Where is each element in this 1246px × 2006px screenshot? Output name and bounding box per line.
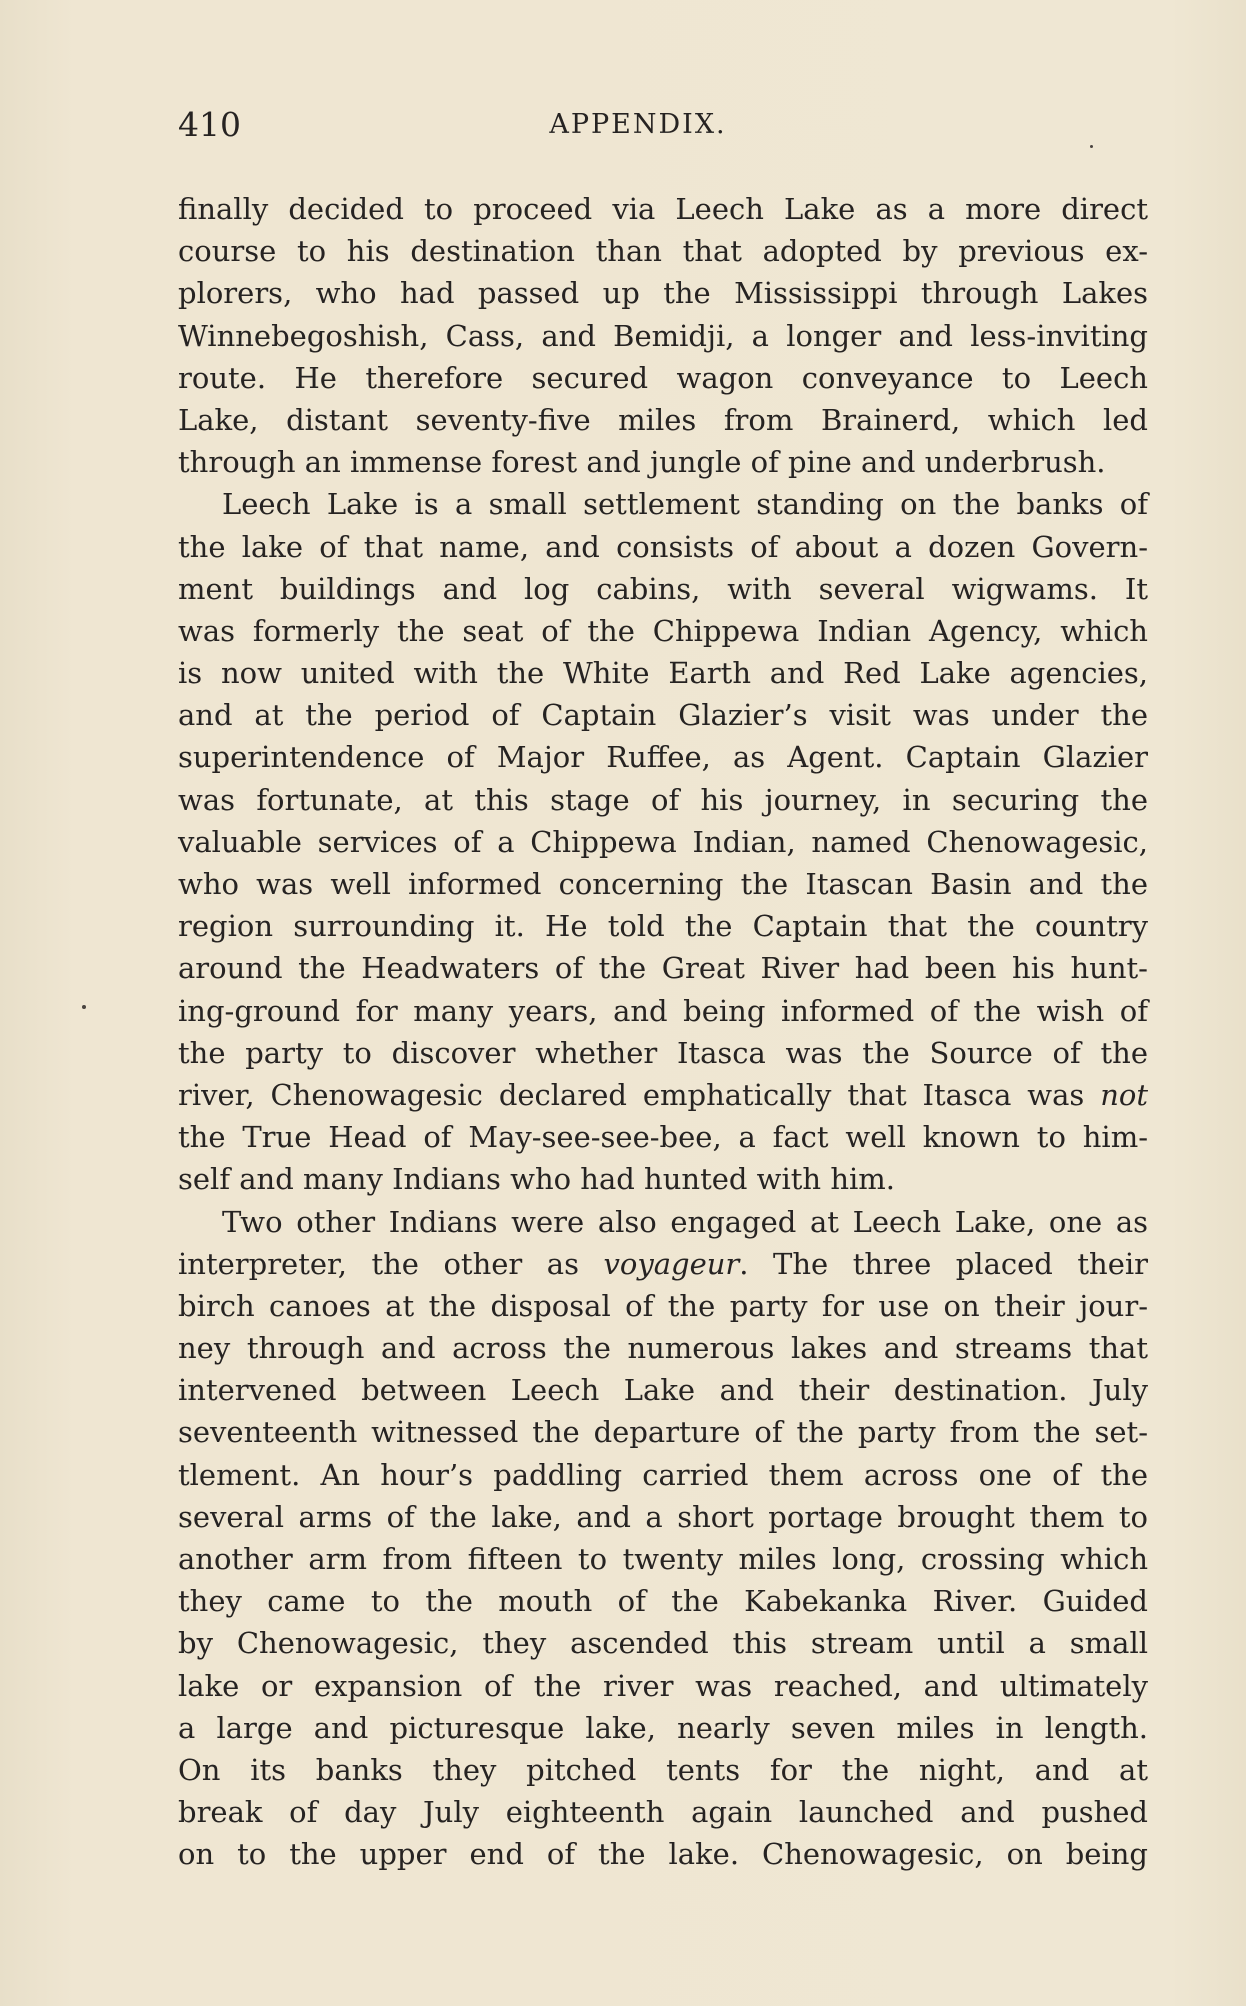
text-line: a large and picturesque lake, nearly seven miles in length. bbox=[178, 1710, 1148, 1745]
text-line: finally decided to proceed via Leech Lake as a more direct bbox=[178, 192, 1148, 226]
text-line: they came to the mouth of the Kabekanka River. Guided bbox=[178, 1584, 1148, 1619]
page-header bbox=[178, 100, 1098, 150]
body-text bbox=[178, 188, 1148, 1876]
text-line: birch canoes at the disposal of the party for use on their jour- bbox=[178, 1288, 1148, 1323]
text-line: plorers, who had passed up the Mississippi through Lakes bbox=[178, 276, 1148, 311]
text-line: self and many Indians who had hunted with him. bbox=[178, 1162, 895, 1197]
text-line: tlement. An hour’s paddling carried them across one of the bbox=[178, 1457, 1148, 1492]
text-line bbox=[178, 1074, 1148, 1116]
text-fragment: . The three placed their bbox=[739, 1246, 1148, 1281]
emphasis: not bbox=[1100, 1077, 1148, 1112]
text-line: several arms of the lake, and a short portage brought them to bbox=[178, 1499, 1148, 1534]
text-line: route. He therefore secured wagon conveyance to Leech bbox=[178, 360, 1148, 395]
text-line: was fortunate, at this stage of his journey, in securing the bbox=[178, 782, 1148, 817]
text-line: Winnebegoshish, Cass, and Bemidji, a longer and less-inviting bbox=[178, 318, 1148, 353]
text-fragment: interpreter, the other as bbox=[178, 1246, 604, 1281]
text-line: on to the upper end of the lake. Chenowagesic, on being bbox=[178, 1837, 1148, 1872]
text-line: by Chenowagesic, they ascended this stream until a small bbox=[178, 1626, 1148, 1661]
paper-speck bbox=[1090, 145, 1093, 148]
text-line: another arm from fifteen to twenty miles long, crossing which bbox=[178, 1542, 1148, 1576]
text-line: around the Headwaters of the Great River had been his hunt- bbox=[178, 951, 1148, 986]
text-line: superintendence of Major Ruffee, as Agent. Captain Glazier bbox=[178, 740, 1148, 775]
emphasis: voyageur bbox=[603, 1246, 740, 1281]
text-line: is now united with the White Earth and Red Lake agencies, bbox=[178, 656, 1148, 691]
text-line: break of day July eighteenth again launched and pushed bbox=[178, 1795, 1148, 1830]
text-line: Two other Indians were also engaged at Leech Lake, one as bbox=[222, 1204, 1148, 1239]
text-line bbox=[178, 1243, 1148, 1285]
text-line: through an immense forest and jungle of pine and underbrush. bbox=[178, 445, 1106, 480]
text-line: region surrounding it. He told the Captain that the country bbox=[178, 909, 1148, 944]
text-line: and at the period of Captain Glazier’s visit was under the bbox=[178, 698, 1148, 733]
text-line: seventeenth witnessed the departure of the party from the set- bbox=[178, 1415, 1148, 1450]
text-line: ney through and across the numerous lakes and streams that bbox=[178, 1331, 1148, 1366]
page-number: 410 bbox=[178, 105, 241, 144]
text-line: the party to discover whether Itasca was the Source of the bbox=[178, 1035, 1148, 1070]
paper-speck bbox=[82, 1005, 86, 1009]
text-line: intervened between Leech Lake and their destination. July bbox=[178, 1373, 1148, 1408]
text-line: the True Head of May-see-see-bee, a fact well known to him- bbox=[178, 1120, 1148, 1155]
text-line: ment buildings and log cabins, with several wigwams. It bbox=[178, 571, 1148, 606]
text-line: lake or expansion of the river was reached, and ultimately bbox=[178, 1668, 1148, 1703]
text-line: who was well informed concerning the Itascan Basin and the bbox=[178, 867, 1148, 901]
text-line: was formerly the seat of the Chippewa Indian Agency, which bbox=[178, 613, 1148, 648]
text-line: Lake, distant seventy-five miles from Brainerd, which led bbox=[178, 402, 1148, 437]
text-fragment: river, Chenowagesic declared emphatically that Itasca was bbox=[178, 1077, 1101, 1112]
text-line: ing-ground for many years, and being informed of the wish of bbox=[178, 993, 1148, 1028]
text-line: valuable services of a Chippewa Indian, named Chenowagesic, bbox=[178, 824, 1148, 859]
text-line: course to his destination than that adopted by previous ex- bbox=[178, 234, 1148, 269]
text-line: On its banks they pitched tents for the night, and at bbox=[178, 1752, 1148, 1787]
text-line: Leech Lake is a small settlement standing on the banks of bbox=[222, 487, 1148, 522]
running-head: APPENDIX. bbox=[549, 109, 727, 140]
text-line: the lake of that name, and consists of about a dozen Govern- bbox=[178, 529, 1148, 564]
